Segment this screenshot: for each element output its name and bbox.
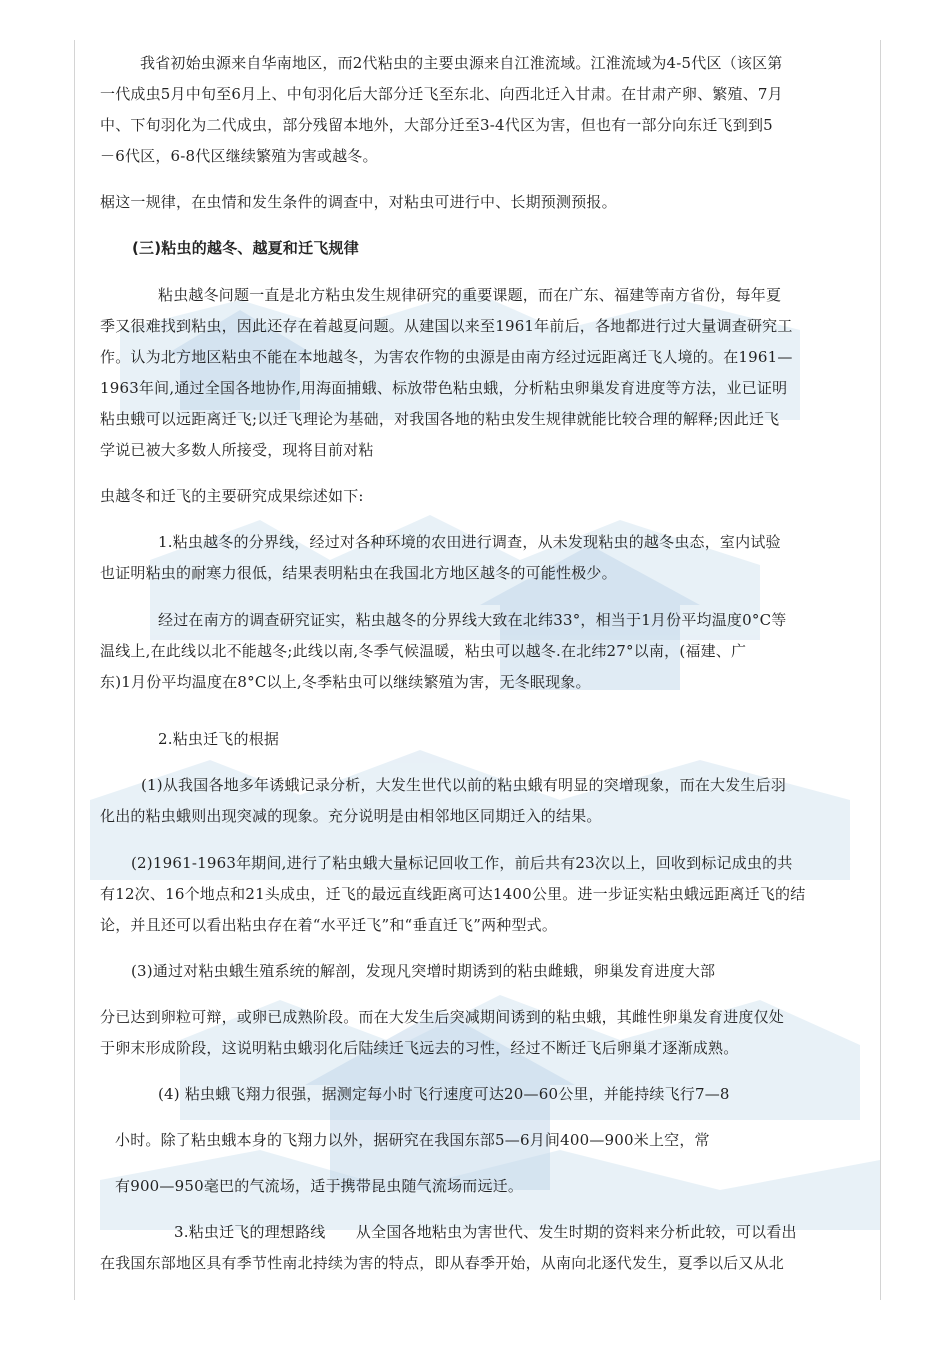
paragraph-line: 学说已被大多数人所接受，现将目前对粘 bbox=[100, 441, 374, 459]
paragraph-line: 虫越冬和迁飞的主要研究成果综述如下: bbox=[100, 487, 364, 505]
paragraph-line: 小时。除了粘虫蛾本身的飞翔力以外，据研究在我国东部5—6月间400—900米上空，常 bbox=[115, 1131, 710, 1149]
paragraph-line: 1.粘虫越冬的分界线，经过对各种环境的农田进行调查，从未发现粘虫的越冬虫态，室内试验 bbox=[158, 533, 781, 551]
right-margin-rule bbox=[880, 40, 881, 1300]
paragraph-line: 3.粘虫迁飞的理想路线 从全国各地粘虫为害世代、发生时期的资料来分析此较，可以看出 bbox=[174, 1223, 797, 1241]
paragraph-line: 温线上,在此线以北不能越冬;此线以南,冬季气候温暖，粘虫可以越冬.在北纬27°以南，(福建、广 bbox=[100, 642, 747, 660]
paragraph-line: 化出的粘虫蛾则出现突减的现象。充分说明是由相邻地区同期迁入的结果。 bbox=[100, 807, 602, 825]
paragraph-line: 季又很难找到粘虫，因此还存在着越夏问题。从建国以来至1961年前后，各地都进行过大量调查研究工 bbox=[100, 317, 793, 335]
paragraph-line: 也证明粘虫的耐寒力很低，结果表明粘虫在我国北方地区越冬的可能性极少。 bbox=[100, 564, 617, 582]
paragraph-line: (1)从我国各地多年诱蛾记录分析，大发生世代以前的粘虫蛾有明显的突增现象，而在大发生后羽 bbox=[141, 776, 787, 794]
section-heading: (三)粘虫的越冬、越夏和迁飞规律 bbox=[132, 239, 359, 257]
paragraph-line: －6代区，6-8代区继续繁殖为害或越冬。 bbox=[100, 147, 378, 165]
paragraph-line: (3)通过对粘虫蛾生殖系统的解剖，发现凡突增时期诱到的粘虫雌蛾，卵巢发育进度大部 bbox=[131, 962, 716, 980]
paragraph-line: 椐这一规律，在虫情和发生条件的调查中，对粘虫可进行中、长期预测预报。 bbox=[100, 193, 617, 211]
left-margin-rule bbox=[74, 40, 75, 1300]
paragraph-line: 东)1月份平均温度在8°C以上,冬季粘虫可以继续繁殖为害，无冬眠现象。 bbox=[100, 673, 591, 691]
list-heading: 2.粘虫迁飞的根据 bbox=[158, 730, 280, 748]
paragraph-line: 于卵末形成阶段，这说明粘虫蛾羽化后陆续迁飞远去的习性，经过不断迁飞后卵巢才逐渐成熟。 bbox=[100, 1039, 739, 1057]
paragraph-line: 有12次、16个地点和21头成虫，迁飞的最远直线距离可达1400公里。进一步证实粘虫蛾远距离迁飞的结 bbox=[100, 885, 806, 903]
paragraph-line: 一代成虫5月中旬至6月上、中旬羽化后大部分迁飞至东北、向西北迁入甘肃。在甘肃产卵、繁殖、7月 bbox=[100, 85, 783, 103]
paragraph-line: 粘虫蛾可以远距离迁飞;以迁飞理论为基础，对我国各地的粘虫发生规律就能比较合理的解释;因此迁飞 bbox=[100, 410, 780, 428]
paragraph-line: 粘虫越冬问题一直是北方粘虫发生规律研究的重要课题，而在广东、福建等南方省份，每年夏 bbox=[158, 286, 782, 304]
paragraph-line: 论，并且还可以看出粘虫存在着“水平迁飞”和“垂直迁飞”两种型式。 bbox=[100, 916, 558, 934]
paragraph-line: 分已达到卵粒可辩，或卵已成熟阶段。而在大发生后突减期间诱到的粘虫蛾，其雌性卵巢发育进度仅处 bbox=[100, 1008, 785, 1026]
paragraph-line: 作。认为北方地区粘虫不能在本地越冬，为害农作物的虫源是由南方经过远距离迁飞人境的。在1961— bbox=[100, 348, 793, 366]
paragraph-line: 经过在南方的调查研究证实，粘虫越冬的分界线大致在北纬33°，相当于1月份平均温度0°C等 bbox=[158, 611, 787, 629]
paragraph-line: (2)1961-1963年期间,进行了粘虫蛾大量标记回收工作，前后共有23次以上，回收到标记成虫的共 bbox=[131, 854, 793, 872]
paragraph-line: (4) 粘虫蛾飞翔力很强，据测定每小时飞行速度可达20—60公里，并能持续飞行7—8 bbox=[158, 1085, 730, 1103]
paragraph-line: 我省初始虫源来自华南地区，而2代粘虫的主要虫源来自江淮流域。江淮流域为4-5代区（该区第 bbox=[140, 54, 783, 72]
paragraph-line: 在我国东部地区具有季节性南北持续为害的特点，即从春季开始，从南向北逐代发生，夏季以后又从北 bbox=[100, 1254, 785, 1272]
paragraph-line: 中、下旬羽化为二代成虫，部分残留本地外，大部分迁至3-4代区为害，但也有一部分向东迁飞到到5 bbox=[100, 116, 773, 134]
paragraph-line: 1963年间,通过全国各地协作,用海面捕蛾、标放带色粘虫蛾，分析粘虫卵巢发育进度等方法，业已证明 bbox=[100, 379, 788, 397]
paragraph-line: 有900—950毫巴的气流场，适于携带昆虫随气流场而远迁。 bbox=[115, 1177, 524, 1195]
